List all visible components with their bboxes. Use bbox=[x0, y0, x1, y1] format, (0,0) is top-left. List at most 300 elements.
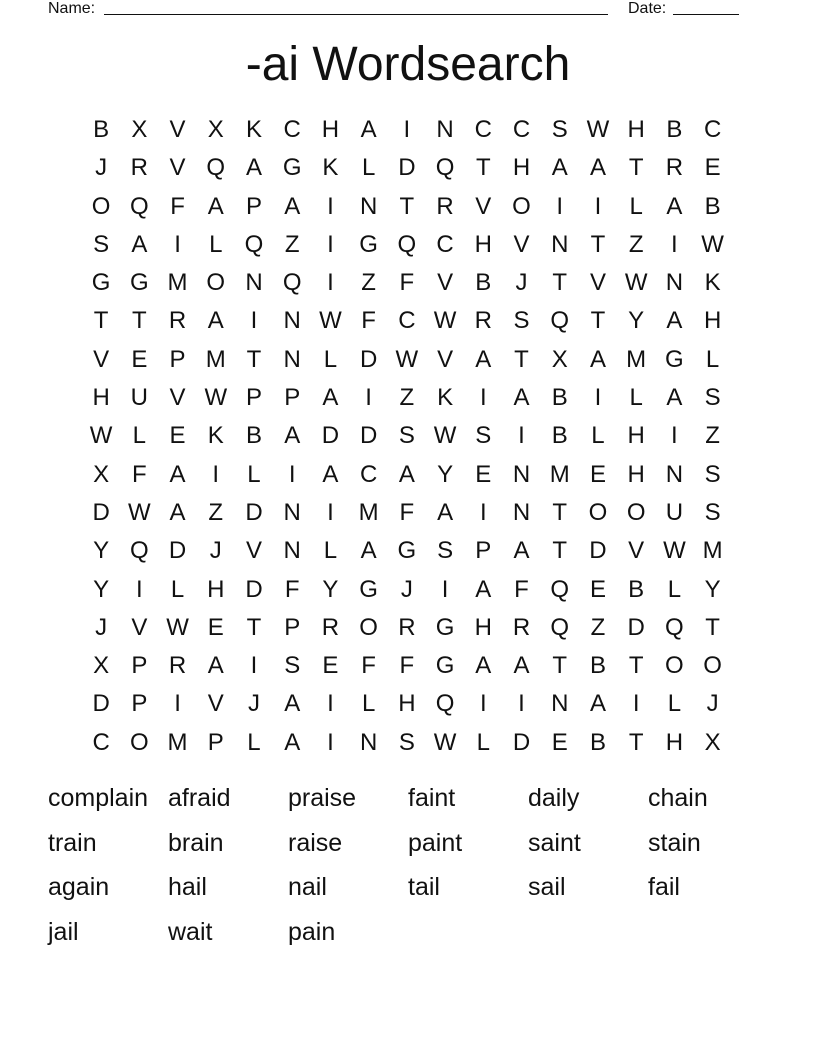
grid-letter[interactable]: X bbox=[551, 345, 568, 373]
grid-letter[interactable]: C bbox=[283, 116, 301, 143]
grid-letter[interactable]: Z bbox=[284, 230, 300, 258]
grid-letter[interactable]: L bbox=[629, 192, 643, 220]
grid-letter[interactable]: P bbox=[284, 384, 301, 412]
grid-letter[interactable]: X bbox=[704, 728, 721, 756]
grid-letter[interactable]: B bbox=[245, 422, 262, 450]
grid-letter[interactable]: S bbox=[284, 652, 301, 680]
grid-letter[interactable]: G bbox=[435, 613, 455, 641]
grid-letter[interactable]: I bbox=[327, 192, 334, 220]
grid-letter[interactable]: W bbox=[433, 422, 457, 450]
grid-letter[interactable]: W bbox=[128, 498, 151, 526]
grid-letter[interactable]: V bbox=[131, 613, 148, 641]
grid-letter[interactable]: T bbox=[514, 345, 529, 373]
grid-letter[interactable]: M bbox=[702, 537, 723, 565]
grid-letter[interactable]: W bbox=[433, 728, 457, 756]
grid-letter[interactable]: W bbox=[433, 307, 457, 335]
grid-letter[interactable]: Q bbox=[244, 230, 264, 258]
grid-letter[interactable]: M bbox=[626, 345, 647, 373]
grid-letter[interactable]: R bbox=[474, 307, 492, 335]
grid-letter[interactable]: K bbox=[437, 384, 454, 412]
grid-letter[interactable]: T bbox=[93, 307, 109, 335]
grid-letter[interactable]: A bbox=[589, 690, 606, 718]
grid-letter[interactable]: K bbox=[704, 269, 721, 297]
grid-letter[interactable]: V bbox=[513, 230, 530, 258]
grid-letter[interactable]: A bbox=[475, 345, 492, 373]
grid-letter[interactable]: I bbox=[518, 690, 525, 718]
grid-letter[interactable]: N bbox=[665, 269, 684, 297]
grid-letter[interactable]: I bbox=[174, 230, 181, 258]
grid-letter[interactable]: I bbox=[212, 460, 220, 488]
grid-letter[interactable]: D bbox=[359, 345, 378, 373]
grid-letter[interactable]: I bbox=[174, 690, 181, 718]
grid-letter[interactable]: A bbox=[666, 384, 683, 412]
grid-letter[interactable]: A bbox=[475, 652, 492, 680]
grid-letter[interactable]: P bbox=[131, 652, 148, 680]
grid-letter[interactable]: Q bbox=[129, 192, 149, 220]
grid-letter[interactable]: B bbox=[475, 269, 492, 297]
grid-letter[interactable]: I bbox=[250, 652, 258, 680]
grid-letter[interactable]: I bbox=[327, 269, 334, 297]
grid-letter[interactable]: P bbox=[169, 345, 186, 373]
grid-letter[interactable]: J bbox=[209, 537, 222, 565]
grid-letter[interactable]: S bbox=[704, 384, 721, 412]
grid-letter[interactable]: T bbox=[552, 652, 568, 680]
grid-letter[interactable]: I bbox=[479, 498, 487, 526]
grid-letter[interactable]: N bbox=[283, 307, 301, 335]
grid-letter[interactable]: N bbox=[359, 728, 378, 756]
grid-letter[interactable]: I bbox=[403, 116, 411, 143]
grid-letter[interactable]: T bbox=[552, 537, 568, 565]
grid-letter[interactable]: A bbox=[284, 422, 301, 450]
grid-letter[interactable]: L bbox=[667, 690, 682, 718]
grid-letter[interactable]: A bbox=[666, 192, 683, 220]
grid-letter[interactable]: O bbox=[129, 728, 149, 756]
grid-letter[interactable]: S bbox=[704, 498, 721, 526]
grid-letter[interactable]: Q bbox=[282, 269, 302, 297]
grid-letter[interactable]: E bbox=[589, 575, 606, 603]
word-list-item: pain bbox=[288, 918, 336, 947]
grid-letter[interactable]: R bbox=[168, 307, 187, 335]
grid-letter[interactable]: K bbox=[245, 116, 262, 143]
grid-letter[interactable]: K bbox=[207, 422, 224, 450]
grid-letter[interactable]: A bbox=[207, 307, 224, 335]
grid-letter[interactable]: G bbox=[435, 652, 455, 680]
grid-letter[interactable]: C bbox=[703, 116, 722, 143]
grid-letter[interactable]: T bbox=[552, 269, 568, 297]
grid-letter[interactable]: A bbox=[360, 116, 377, 143]
grid-letter[interactable]: L bbox=[361, 154, 376, 182]
grid-letter[interactable]: H bbox=[398, 690, 416, 718]
word-list-item: sail bbox=[528, 873, 566, 902]
grid-letter[interactable]: I bbox=[479, 690, 487, 718]
grid-letter[interactable]: G bbox=[359, 230, 378, 258]
grid-letter[interactable]: E bbox=[207, 613, 224, 641]
grid-letter[interactable]: B bbox=[589, 652, 606, 680]
grid-letter[interactable]: O bbox=[588, 498, 608, 526]
grid-letter[interactable]: Q bbox=[129, 537, 149, 565]
grid-letter[interactable]: O bbox=[665, 652, 684, 680]
grid-letter[interactable]: I bbox=[632, 690, 640, 718]
grid-letter[interactable]: A bbox=[207, 192, 224, 220]
grid-letter[interactable]: F bbox=[514, 575, 529, 603]
grid-letter[interactable]: A bbox=[284, 728, 301, 756]
grid-letter[interactable]: O bbox=[626, 498, 646, 526]
grid-letter[interactable]: A bbox=[475, 575, 492, 603]
grid-letter[interactable]: V bbox=[589, 269, 606, 297]
grid-letter[interactable]: C bbox=[398, 307, 416, 335]
grid-letter[interactable]: G bbox=[282, 154, 302, 182]
grid-letter[interactable]: U bbox=[130, 384, 148, 412]
grid-letter[interactable]: L bbox=[629, 384, 643, 412]
grid-letter[interactable]: S bbox=[513, 307, 530, 335]
grid-letter[interactable]: B bbox=[704, 192, 721, 220]
grid-letter[interactable]: L bbox=[247, 460, 261, 488]
grid-letter[interactable]: S bbox=[437, 537, 454, 565]
grid-letter[interactable]: A bbox=[169, 498, 186, 526]
grid-letter[interactable]: C bbox=[436, 230, 454, 258]
grid-letter[interactable]: O bbox=[359, 613, 378, 641]
grid-letter[interactable]: Q bbox=[435, 154, 455, 182]
grid-letter[interactable]: X bbox=[93, 460, 110, 488]
grid-letter[interactable]: E bbox=[704, 154, 721, 182]
grid-letter[interactable]: E bbox=[131, 345, 148, 373]
grid-letter[interactable]: I bbox=[594, 192, 602, 220]
grid-letter[interactable]: M bbox=[358, 498, 379, 526]
grid-letter[interactable]: T bbox=[246, 345, 262, 373]
grid-letter[interactable]: D bbox=[359, 422, 378, 450]
grid-letter[interactable]: H bbox=[474, 230, 492, 258]
grid-letter[interactable]: X bbox=[131, 116, 148, 143]
grid-letter[interactable]: M bbox=[205, 345, 226, 373]
grid-letter[interactable]: D bbox=[398, 154, 416, 182]
grid-letter[interactable]: S bbox=[475, 422, 492, 450]
grid-letter[interactable]: A bbox=[322, 384, 339, 412]
grid-letter[interactable]: O bbox=[703, 652, 722, 680]
grid-letter[interactable]: N bbox=[665, 460, 684, 488]
grid-letter[interactable]: I bbox=[441, 575, 449, 603]
grid-letter[interactable]: W bbox=[586, 116, 610, 143]
grid-letter[interactable]: C bbox=[359, 460, 378, 488]
grid-letter[interactable]: U bbox=[665, 498, 684, 526]
grid-letter[interactable]: W bbox=[166, 613, 189, 641]
grid-letter[interactable]: I bbox=[671, 230, 678, 258]
grid-letter[interactable]: G bbox=[397, 537, 417, 565]
grid-letter[interactable]: B bbox=[93, 116, 110, 143]
grid-letter[interactable]: I bbox=[556, 192, 564, 220]
grid-letter[interactable]: K bbox=[322, 154, 339, 182]
grid-letter[interactable]: Q bbox=[665, 613, 684, 641]
grid-letter[interactable]: N bbox=[512, 498, 531, 526]
grid-letter[interactable]: S bbox=[704, 460, 721, 488]
grid-letter[interactable]: A bbox=[360, 537, 377, 565]
grid-letter[interactable]: I bbox=[135, 575, 143, 603]
grid-letter[interactable]: J bbox=[247, 690, 260, 718]
grid-letter[interactable]: N bbox=[245, 269, 263, 297]
grid-letter[interactable]: F bbox=[361, 307, 376, 335]
grid-letter[interactable]: I bbox=[288, 460, 296, 488]
grid-letter[interactable]: T bbox=[628, 652, 644, 680]
grid-letter[interactable]: V bbox=[169, 154, 186, 182]
grid-letter[interactable]: S bbox=[93, 230, 110, 258]
grid-letter[interactable]: R bbox=[130, 154, 148, 182]
grid-letter[interactable]: W bbox=[204, 384, 228, 412]
grid-letter[interactable]: F bbox=[131, 460, 147, 488]
grid-letter[interactable]: R bbox=[168, 652, 187, 680]
grid-letter[interactable]: V bbox=[245, 537, 262, 565]
grid-letter[interactable]: N bbox=[359, 192, 378, 220]
grid-letter[interactable]: A bbox=[131, 230, 148, 258]
grid-letter[interactable]: R bbox=[436, 192, 454, 220]
grid-letter[interactable]: H bbox=[703, 307, 722, 335]
grid-letter[interactable]: T bbox=[246, 613, 262, 641]
grid-letter[interactable]: T bbox=[399, 192, 415, 220]
grid-letter[interactable]: D bbox=[321, 422, 340, 450]
grid-letter[interactable]: A bbox=[245, 154, 262, 182]
grid-letter[interactable]: Z bbox=[399, 384, 415, 412]
grid-letter[interactable]: O bbox=[91, 192, 111, 220]
letter-grid bbox=[82, 111, 732, 762]
grid-letter[interactable]: W bbox=[624, 269, 648, 297]
name-blank-line[interactable] bbox=[104, 14, 608, 15]
grid-letter[interactable]: I bbox=[671, 422, 678, 450]
grid-letter[interactable]: Z bbox=[361, 269, 376, 297]
grid-letter[interactable]: A bbox=[513, 384, 530, 412]
grid-letter[interactable]: I bbox=[327, 728, 334, 756]
grid-letter[interactable]: R bbox=[321, 613, 340, 641]
grid-letter[interactable]: G bbox=[129, 269, 149, 297]
grid-letter[interactable]: T bbox=[628, 154, 644, 182]
grid-letter[interactable]: I bbox=[327, 690, 334, 718]
grid-letter[interactable]: S bbox=[551, 116, 568, 143]
grid-letter[interactable]: I bbox=[250, 307, 258, 335]
grid-letter[interactable]: B bbox=[589, 728, 606, 756]
grid-letter[interactable]: I bbox=[327, 230, 334, 258]
grid-letter[interactable]: V bbox=[475, 192, 492, 220]
grid-letter[interactable]: T bbox=[590, 307, 606, 335]
grid-letter[interactable]: A bbox=[284, 690, 301, 718]
grid-letter[interactable]: L bbox=[132, 422, 146, 450]
grid-letter[interactable]: L bbox=[361, 690, 376, 718]
grid-letter[interactable]: L bbox=[323, 537, 338, 565]
grid-letter[interactable]: W bbox=[89, 422, 113, 450]
grid-letter[interactable]: W bbox=[319, 307, 342, 335]
grid-letter[interactable]: N bbox=[436, 116, 454, 143]
grid-row bbox=[82, 341, 732, 379]
grid-letter[interactable]: F bbox=[284, 575, 300, 603]
grid-letter[interactable]: Y bbox=[93, 575, 110, 603]
grid-letter[interactable]: I bbox=[479, 384, 487, 412]
grid-letter[interactable]: T bbox=[552, 498, 568, 526]
grid-letter[interactable]: Z bbox=[705, 422, 720, 450]
grid-letter[interactable]: A bbox=[322, 460, 339, 488]
grid-letter[interactable]: H bbox=[665, 728, 684, 756]
grid-letter[interactable]: R bbox=[665, 154, 684, 182]
grid-letter[interactable]: N bbox=[283, 498, 301, 526]
grid-letter[interactable]: L bbox=[705, 345, 720, 373]
grid-letter[interactable]: B bbox=[551, 384, 568, 412]
grid-letter[interactable]: J bbox=[95, 154, 108, 182]
grid-letter[interactable]: I bbox=[327, 498, 334, 526]
grid-letter[interactable]: D bbox=[92, 498, 110, 526]
grid-letter[interactable]: F bbox=[399, 498, 415, 526]
grid-letter[interactable]: C bbox=[474, 116, 492, 143]
grid-row bbox=[82, 494, 732, 532]
grid-letter[interactable]: E bbox=[589, 460, 606, 488]
grid-letter[interactable]: H bbox=[207, 575, 225, 603]
grid-letter[interactable]: H bbox=[627, 422, 645, 450]
grid-letter[interactable]: A bbox=[398, 460, 415, 488]
grid-letter[interactable]: I bbox=[594, 384, 602, 412]
grid-letter[interactable]: D bbox=[589, 537, 607, 565]
grid-letter[interactable]: F bbox=[399, 652, 415, 680]
grid-letter[interactable]: Z bbox=[590, 613, 606, 641]
grid-letter[interactable]: D bbox=[245, 498, 263, 526]
grid-letter[interactable]: A bbox=[666, 307, 683, 335]
grid-letter[interactable]: J bbox=[706, 690, 719, 718]
grid-letter[interactable]: H bbox=[627, 116, 645, 143]
grid-letter[interactable]: L bbox=[209, 230, 223, 258]
grid-letter[interactable]: E bbox=[551, 728, 568, 756]
grid-letter[interactable]: M bbox=[549, 460, 570, 488]
grid-letter[interactable]: E bbox=[475, 460, 492, 488]
grid-letter[interactable]: B bbox=[666, 116, 683, 143]
grid-letter[interactable]: P bbox=[284, 613, 301, 641]
grid-letter[interactable]: G bbox=[665, 345, 684, 373]
grid-letter[interactable]: L bbox=[247, 728, 261, 756]
grid-letter[interactable]: P bbox=[245, 384, 262, 412]
grid-letter[interactable]: R bbox=[398, 613, 416, 641]
grid-letter[interactable]: L bbox=[476, 728, 490, 756]
grid-letter[interactable]: A bbox=[589, 345, 606, 373]
grid-letter[interactable]: W bbox=[395, 345, 419, 373]
grid-letter[interactable]: O bbox=[206, 269, 226, 297]
grid-letter[interactable]: N bbox=[283, 537, 301, 565]
grid-letter[interactable]: Q bbox=[435, 690, 455, 718]
grid-letter[interactable]: O bbox=[512, 192, 531, 220]
grid-letter[interactable]: A bbox=[284, 192, 301, 220]
grid-letter[interactable]: J bbox=[95, 613, 108, 641]
grid-letter[interactable]: V bbox=[628, 537, 645, 565]
grid-letter[interactable]: E bbox=[322, 652, 339, 680]
grid-letter[interactable]: W bbox=[663, 537, 686, 565]
date-label: Date: bbox=[628, 0, 667, 17]
grid-letter[interactable]: T bbox=[475, 154, 491, 182]
grid-letter[interactable]: W bbox=[701, 230, 724, 258]
grid-letter[interactable]: Q bbox=[550, 575, 570, 603]
grid-letter[interactable]: L bbox=[323, 345, 338, 373]
grid-letter[interactable]: S bbox=[398, 422, 415, 450]
grid-letter[interactable]: Z bbox=[628, 230, 644, 258]
grid-letter[interactable]: H bbox=[474, 613, 492, 641]
grid-letter[interactable]: H bbox=[627, 460, 645, 488]
grid-letter[interactable]: M bbox=[167, 728, 188, 756]
grid-letter[interactable]: Y bbox=[437, 460, 454, 488]
grid-letter[interactable]: V bbox=[437, 345, 454, 373]
grid-letter[interactable]: H bbox=[321, 116, 340, 143]
grid-letter[interactable]: H bbox=[92, 384, 110, 412]
grid-letter[interactable]: C bbox=[512, 116, 531, 143]
grid-letter[interactable]: I bbox=[365, 384, 372, 412]
grid-letter[interactable]: Z bbox=[208, 498, 224, 526]
grid-letter[interactable]: L bbox=[591, 422, 605, 450]
grid-letter[interactable]: P bbox=[475, 537, 492, 565]
word-list-item: raise bbox=[288, 828, 343, 857]
grid-letter[interactable]: Q bbox=[550, 613, 570, 641]
grid-letter[interactable]: B bbox=[628, 575, 645, 603]
grid-letter[interactable]: J bbox=[400, 575, 413, 603]
grid-letter[interactable]: Y bbox=[322, 575, 339, 603]
grid-letter[interactable]: D bbox=[627, 613, 645, 641]
grid-letter[interactable]: L bbox=[170, 575, 185, 603]
grid-letter[interactable]: L bbox=[667, 575, 682, 603]
grid-letter[interactable]: Y bbox=[93, 537, 110, 565]
grid-letter[interactable]: V bbox=[93, 345, 110, 373]
grid-letter[interactable]: A bbox=[169, 460, 186, 488]
grid-letter[interactable]: A bbox=[589, 154, 606, 182]
grid-letter[interactable]: N bbox=[551, 690, 569, 718]
grid-letter[interactable]: V bbox=[207, 690, 224, 718]
grid-letter[interactable]: D bbox=[512, 728, 531, 756]
grid-letter[interactable]: A bbox=[437, 498, 454, 526]
grid-letter[interactable]: S bbox=[398, 728, 415, 756]
grid-letter[interactable]: Q bbox=[397, 230, 417, 258]
grid-letter[interactable]: J bbox=[515, 269, 528, 297]
grid-letter[interactable]: N bbox=[283, 345, 301, 373]
grid-letter[interactable]: P bbox=[207, 728, 224, 756]
grid-letter[interactable]: M bbox=[167, 269, 188, 297]
grid-letter[interactable]: V bbox=[437, 269, 454, 297]
grid-letter[interactable]: B bbox=[551, 422, 568, 450]
grid-row bbox=[82, 188, 732, 226]
grid-letter[interactable]: G bbox=[91, 269, 111, 297]
grid-letter[interactable]: T bbox=[705, 613, 720, 641]
grid-letter[interactable]: I bbox=[518, 422, 525, 450]
grid-letter[interactable]: A bbox=[207, 652, 224, 680]
grid-letter[interactable]: V bbox=[169, 116, 186, 143]
grid-letter[interactable]: X bbox=[93, 652, 110, 680]
grid-letter[interactable]: N bbox=[512, 460, 531, 488]
grid-letter[interactable]: C bbox=[92, 728, 110, 756]
grid-letter[interactable]: R bbox=[512, 613, 531, 641]
date-blank-line[interactable] bbox=[673, 14, 739, 15]
grid-letter[interactable]: V bbox=[169, 384, 186, 412]
grid-letter[interactable]: F bbox=[170, 192, 185, 220]
grid-letter[interactable]: D bbox=[92, 690, 110, 718]
grid-letter[interactable]: F bbox=[399, 269, 415, 297]
grid-letter[interactable]: Y bbox=[628, 307, 645, 335]
grid-letter[interactable]: X bbox=[207, 116, 224, 143]
grid-letter[interactable]: P bbox=[245, 192, 262, 220]
grid-letter[interactable]: N bbox=[551, 230, 569, 258]
grid-letter[interactable]: D bbox=[245, 575, 263, 603]
grid-letter[interactable]: Q bbox=[550, 307, 570, 335]
grid-letter[interactable]: T bbox=[590, 230, 606, 258]
grid-letter[interactable]: A bbox=[513, 652, 530, 680]
grid-letter[interactable]: Y bbox=[704, 575, 721, 603]
grid-letter[interactable]: A bbox=[551, 154, 568, 182]
grid-letter[interactable]: G bbox=[359, 575, 378, 603]
grid-letter[interactable]: D bbox=[168, 537, 187, 565]
grid-letter[interactable]: Q bbox=[206, 154, 226, 182]
grid-row bbox=[82, 111, 732, 149]
grid-letter[interactable]: P bbox=[131, 690, 148, 718]
grid-letter[interactable]: E bbox=[169, 422, 186, 450]
grid-letter[interactable]: T bbox=[628, 728, 644, 756]
grid-letter[interactable]: F bbox=[361, 652, 376, 680]
grid-letter[interactable]: H bbox=[512, 154, 531, 182]
grid-letter[interactable]: T bbox=[131, 307, 147, 335]
grid-letter[interactable]: A bbox=[513, 537, 530, 565]
